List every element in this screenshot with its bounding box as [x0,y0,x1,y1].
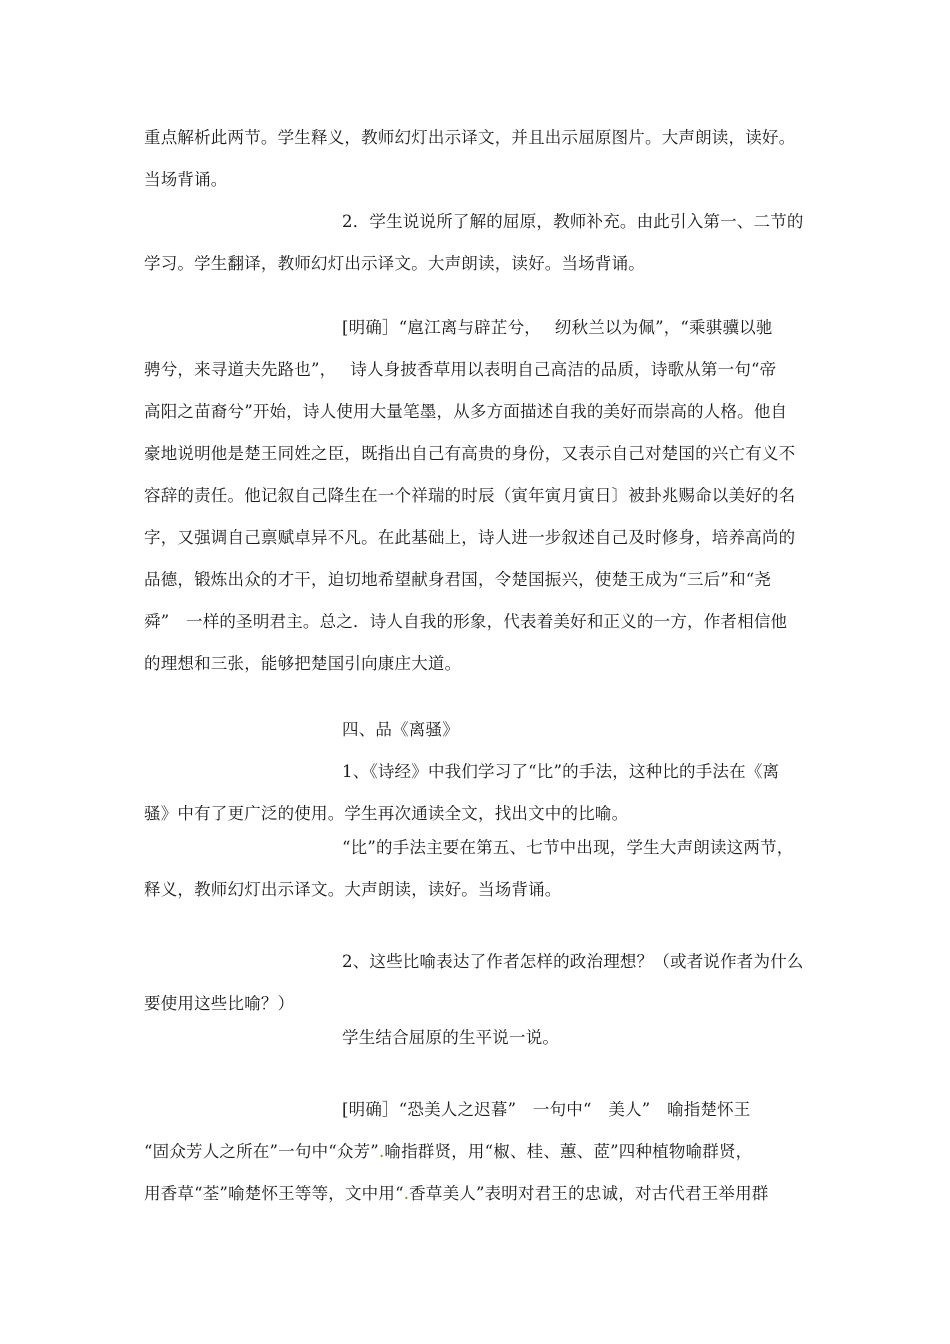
text-line [144,1142,752,1162]
text-line: 学生结合屈原的生平说一说。 [342,1028,560,1047]
text-line: “比”的手法主要在第五、七节中出现，学生大声朗读这两节， [342,838,794,857]
text-line: 重点解析此两节。学生释义，教师幻灯出示译文，并且出示屈原图片。大声朗读，读好。 [144,128,796,147]
text-line: 释义，教师幻灯出示译文。大声朗读，读好。当场背诵。 [144,880,562,899]
text-line: 豪地说明他是楚王同姓之臣，既指出自己有高贵的身份，又表示自己对楚国的兴亡有义不 [144,444,796,463]
text-line [144,1184,769,1204]
text-line: [明确］“恐美人之迟暮” 一句中“ 美人” 喻指楚怀王 [342,1100,751,1119]
text-line: 容辞的责任。他记叙自己降生在一个祥瑞的时辰（寅年寅月寅日〕被卦兆赐命以美好的名 [144,486,796,505]
text-line: 骚》中有了更广泛的使用。学生再次通读全文，找出文中的比喻。 [144,804,629,823]
annotation-mark: . [378,1142,385,1161]
text-segment: 香草美人”表明对君王的忠诚，对古代君王举用群 [409,1184,769,1203]
text-line: [明确］“扈江离与辟芷兮， 纫秋兰以为佩”，“乘骐骥以驰 [342,318,773,337]
annotation-mark: . [403,1184,410,1203]
text-line: 品德，锻炼出众的才干，迫切地希望献身君国，令楚国振兴，使楚王成为“三后”和“尧 [144,570,772,589]
text-line: 学习。学生翻译，教师幻灯出示译文。大声朗读，读好。当场背诵。 [144,254,645,273]
text-segment: “固众芳人之所在”一句中“众芳” [144,1142,379,1161]
text-line: 高阳之苗裔兮”开始，诗人使用大量笔墨，从多方面描述自我的美好而崇高的人格。他自 [144,402,788,421]
text-line: 1、《诗经》中我们学习了“比”的手法，这种比的手法在《离 [342,762,780,781]
text-line: 要使用这些比喻？） [144,994,295,1013]
text-line: 2、这些比喻表达了作者怎样的政治理想？（或者说作者为什么 [342,952,804,971]
text-line: 的理想和三张，能够把楚国引向康庄大道。 [144,654,462,673]
text-segment: 喻指群贤，用“椒、桂、蕙、茝”四种植物喻群贤， [384,1142,753,1161]
text-line: 2．学生说说所了解的屈原，教师补充。由此引入第一、二节的 [342,212,804,231]
text-line: 骋兮，来寻道夫先路也”， 诗人身披香草用以表明自己高洁的品质，诗歌从第一句“帝 [144,360,777,379]
text-line: 当场背诵。 [144,170,228,189]
text-segment: 用香草“荃”喻楚怀王等等，文中用“ [144,1184,404,1203]
text-line: 舜” 一样的圣明君主。总之．诗人自我的形象，代表着美好和正义的一方，作者相信他 [144,612,788,631]
section-heading: 四、品《离骚》 [342,720,459,739]
text-line: 字，又强调自己禀赋卓异不凡。在此基础上，诗人进一步叙述自己及时修身，培养高尚的 [144,528,796,547]
